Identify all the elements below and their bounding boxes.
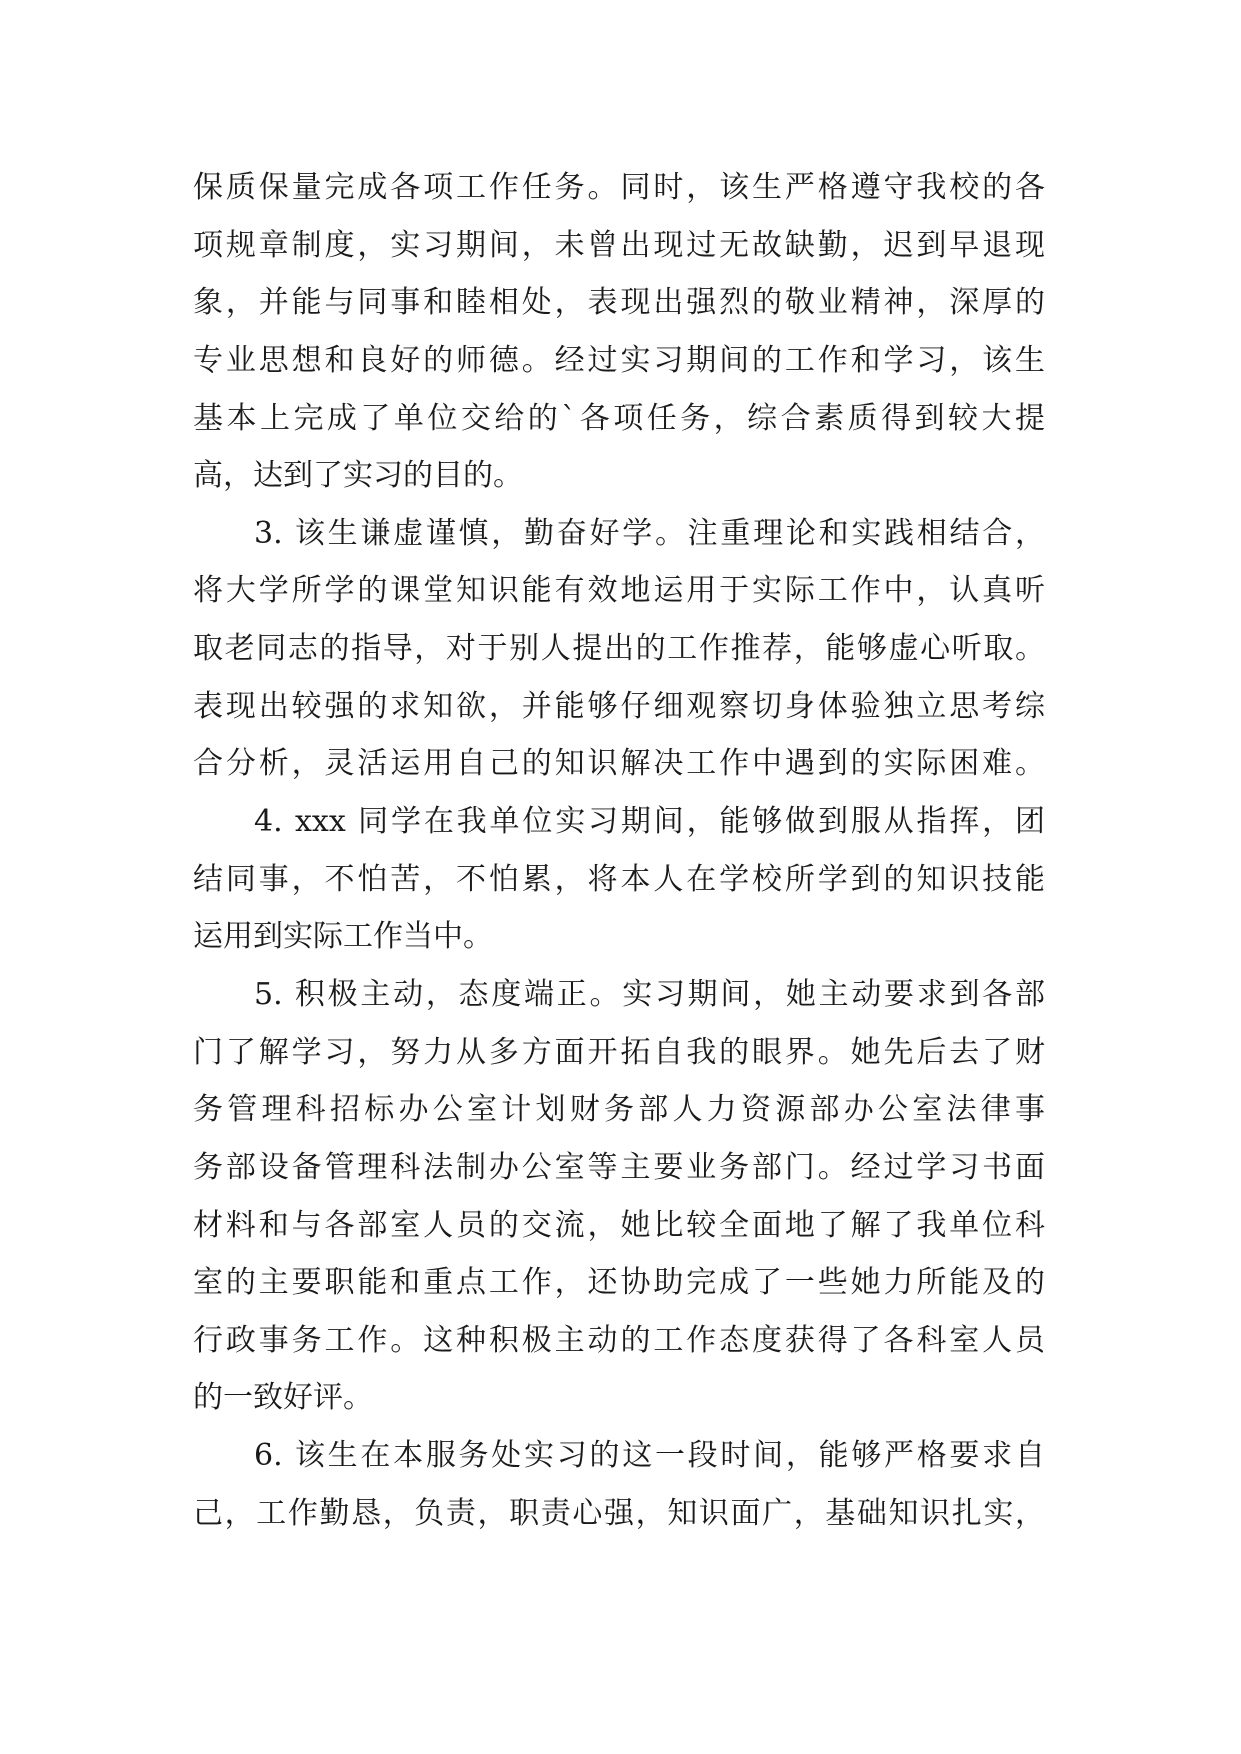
text-line: 务管理科招标办公室计划财务部人力资源部办公室法律事 bbox=[193, 1092, 1045, 1128]
document-body bbox=[193, 159, 1045, 1542]
text-line: 己，工作勤恳，负责，职责心强，知识面广，基础知识扎实， bbox=[193, 1495, 1045, 1531]
paragraph-first-line: 6. 该生在本服务处实习的这一段时间，能够严格要求自 bbox=[254, 1438, 1045, 1474]
text-line: 取老同志的指导，对于别人提出的工作推荐，能够虚心听取。 bbox=[193, 631, 1045, 667]
text-line: 高，达到了实习的目的。 bbox=[193, 458, 523, 494]
text-line: 表现出较强的求知欲，并能够仔细观察切身体验独立思考综 bbox=[193, 688, 1045, 724]
text-line: 室的主要职能和重点工作，还协助完成了一些她力所能及的 bbox=[193, 1265, 1045, 1301]
text-line: 务部设备管理科法制办公室等主要业务部门。经过学习书面 bbox=[193, 1149, 1045, 1185]
text-line: 保质保量完成各项工作任务。同时，该生严格遵守我校的各 bbox=[193, 170, 1045, 205]
text-line: 象，并能与同事和睦相处，表现出强烈的敬业精神，深厚的 bbox=[193, 285, 1045, 321]
paragraph-first-line: 4. xxx 同学在我单位实习期间，能够做到服从指挥，团 bbox=[254, 804, 1045, 840]
text-line: 项规章制度，实习期间，未曾出现过无故缺勤，迟到早退现 bbox=[193, 227, 1045, 263]
text-line: 结同事，不怕苦，不怕累，将本人在学校所学到的知识技能 bbox=[193, 861, 1045, 897]
text-line: 基本上完成了单位交给的`各项任务，综合素质得到较大提 bbox=[193, 400, 1045, 436]
text-line: 运用到实际工作当中。 bbox=[193, 919, 493, 955]
text-line: 专业思想和良好的师德。经过实习期间的工作和学习，该生 bbox=[193, 342, 1045, 378]
text-line: 的一致好评。 bbox=[193, 1380, 373, 1416]
text-line: 合分析，灵活运用自己的知识解决工作中遇到的实际困难。 bbox=[193, 746, 1045, 782]
paragraph-first-line: 3. 该生谦虚谨慎，勤奋好学。注重理论和实践相结合， bbox=[254, 515, 1045, 551]
text-line: 门了解学习，努力从多方面开拓自我的眼界。她先后去了财 bbox=[193, 1034, 1045, 1070]
text-line: 材料和与各部室人员的交流，她比较全面地了解了我单位科 bbox=[193, 1207, 1045, 1243]
text-line: 将大学所学的课堂知识能有效地运用于实际工作中，认真听 bbox=[193, 573, 1045, 609]
text-line: 行政事务工作。这种积极主动的工作态度获得了各科室人员 bbox=[193, 1322, 1045, 1358]
paragraph-first-line: 5. 积极主动，态度端正。实习期间，她主动要求到各部 bbox=[254, 976, 1045, 1012]
